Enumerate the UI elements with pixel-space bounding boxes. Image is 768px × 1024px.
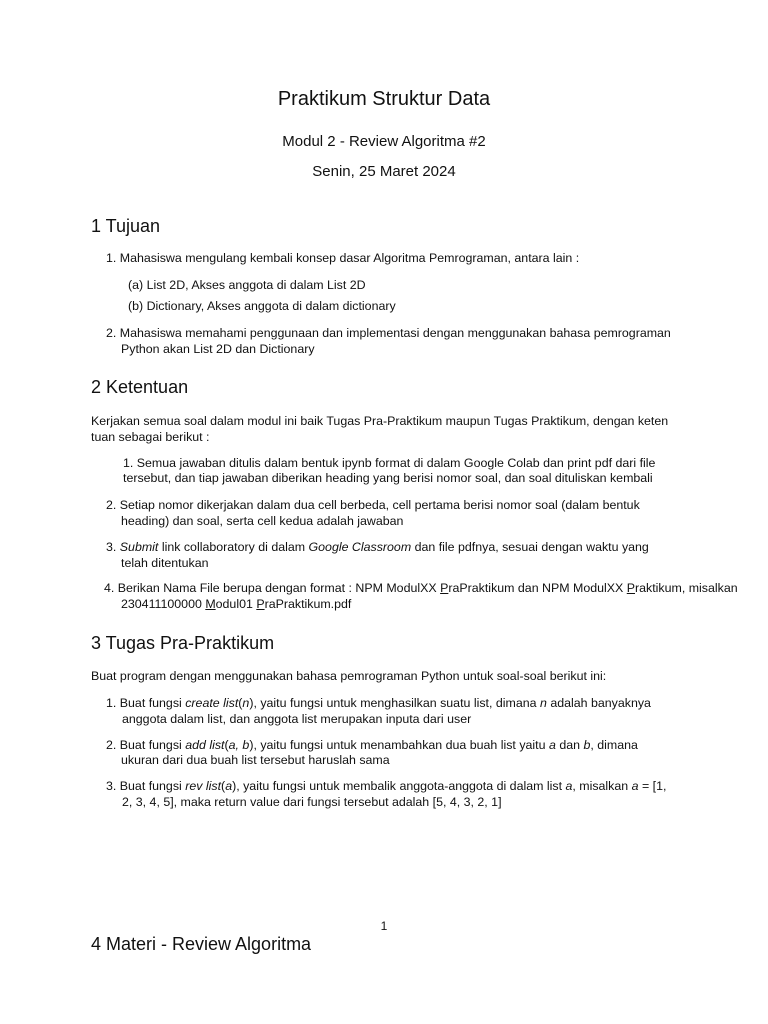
text-run: 2. Buat fungsi xyxy=(106,738,182,752)
tujuan-item-2-line-1: 2. Mahasiswa memahami penggunaan dan implementasi dengan menggunakan bahasa pemrograman xyxy=(106,326,671,340)
ketentuan-item-2-line-2: heading) dan soal, serta cell kedua adalah jawaban xyxy=(121,514,404,528)
text-run: = [1, xyxy=(641,779,667,793)
param: a, b xyxy=(228,738,250,752)
underlined-letter: P xyxy=(626,581,636,595)
document-subtitle: Modul 2 - Review Algoritma #2 xyxy=(282,133,486,150)
ketentuan-item-4-line-1 xyxy=(104,580,738,596)
text-run: 1. Buat fungsi xyxy=(106,696,182,710)
text-run: ), yaitu fungsi untuk menambahkan dua buah list yaitu xyxy=(249,738,546,752)
text-run: , dimana xyxy=(590,738,638,752)
param: a xyxy=(548,738,556,752)
ketentuan-intro-line-2: tuan sebagai berikut : xyxy=(91,430,210,444)
document-date: Senin, 25 Maret 2024 xyxy=(312,163,456,180)
param: b xyxy=(583,738,591,752)
section-heading-tugas-pra-praktikum: 3 Tugas Pra-Praktikum xyxy=(91,633,275,653)
pra-item-1-line-1 xyxy=(106,695,651,711)
pra-item-2-line-2: ukuran dari dua buah list tersebut haruslah sama xyxy=(121,753,390,767)
pra-intro: Buat program dengan menggunakan bahasa pemrograman Python untuk soal-soal berikut ini: xyxy=(91,669,607,683)
page-number: 1 xyxy=(380,919,388,933)
text-run: odul01 xyxy=(215,597,253,611)
param: n xyxy=(242,696,250,710)
text-run: adalah banyaknya xyxy=(550,696,651,710)
ketentuan-intro-line-1: Kerjakan semua soal dalam modul ini baik Tugas Pra-Praktikum maupun Tugas Praktikum, dengan keten xyxy=(91,414,669,428)
tujuan-item-1: 1. Mahasiswa mengulang kembali konsep dasar Algoritma Pemrograman, antara lain : xyxy=(106,251,580,265)
text-run: raPraktikum.pdf xyxy=(264,597,352,611)
function-name: add list xyxy=(185,738,225,752)
text-run: raktikum, misalkan xyxy=(635,581,738,595)
pra-item-1-line-2: anggota dalam list, dan anggota list merupakan inputa dari user xyxy=(122,712,472,726)
pra-item-3-line-2: 2, 3, 4, 5], maka return value dari fungsi tersebut adalah [5, 4, 3, 2, 1] xyxy=(122,795,502,809)
text-run: ), yaitu fungsi untuk menghasilkan suatu list, dimana xyxy=(249,696,537,710)
function-name: rev list xyxy=(185,779,222,793)
ketentuan-item-3-line-1 xyxy=(106,539,649,555)
item-number: 3. xyxy=(106,540,117,554)
document-title: Praktikum Struktur Data xyxy=(277,88,491,110)
pra-item-3-line-1 xyxy=(106,778,666,794)
tujuan-subitem-b: (b) Dictionary, Akses anggota di dalam dictionary xyxy=(128,299,396,313)
param: n xyxy=(539,696,547,710)
text-run: , misalkan xyxy=(572,779,629,793)
text-run: 230411100000 xyxy=(121,597,202,611)
text-run: ( xyxy=(221,779,226,793)
param: a xyxy=(565,779,573,793)
ketentuan-item-1-line-2: tersebut, dan tiap jawaban diberikan heading yang berisi nomor soal, dan soal dituliskan kembali xyxy=(123,471,653,485)
underlined-letter: P xyxy=(256,597,265,611)
text-run: link collaboratory di dalam xyxy=(161,540,306,554)
underlined-letter: M xyxy=(205,597,216,611)
ketentuan-item-3-line-2: telah ditentukan xyxy=(121,556,209,570)
tujuan-subitem-a: (a) List 2D, Akses anggota di dalam List 2D xyxy=(128,278,366,292)
param: a xyxy=(225,779,233,793)
section-heading-materi: 4 Materi - Review Algoritma xyxy=(91,934,312,954)
function-name: create list xyxy=(185,696,239,710)
text-run: ( xyxy=(224,738,229,752)
text-run: raPraktikum dan NPM ModulXX xyxy=(448,581,624,595)
section-heading-ketentuan: 2 Ketentuan xyxy=(91,377,189,397)
underlined-letter: P xyxy=(440,581,449,595)
ketentuan-item-4-line-2 xyxy=(121,596,351,612)
text-run: dan file pdfnya, sesuai dengan waktu yang xyxy=(414,540,649,554)
section-heading-tujuan: 1 Tujuan xyxy=(91,216,161,236)
text-run: 3. Buat fungsi xyxy=(106,779,182,793)
param: a xyxy=(631,779,639,793)
emphasis-submit: Submit xyxy=(119,540,159,554)
tujuan-item-2-line-2: Python akan List 2D dan Dictionary xyxy=(121,342,315,356)
ketentuan-item-2-line-1: 2. Setiap nomor dikerjakan dalam dua cell berbeda, cell pertama berisi nomor soal (dalam bentuk xyxy=(106,498,640,512)
ketentuan-item-1-line-1: 1. Semua jawaban ditulis dalam bentuk ipynb format di dalam Google Colab dan print pdf dari file xyxy=(123,456,656,470)
emphasis-google-classroom: Google Classroom xyxy=(308,540,412,554)
text-run: ( xyxy=(238,696,243,710)
text-run: dan xyxy=(559,738,580,752)
text-run: ), yaitu fungsi untuk membalik anggota-anggota di dalam list xyxy=(232,779,563,793)
text-run: 4. Berikan Nama File berupa dengan format : NPM ModulXX xyxy=(104,581,437,595)
pra-item-2-line-1 xyxy=(106,737,638,753)
